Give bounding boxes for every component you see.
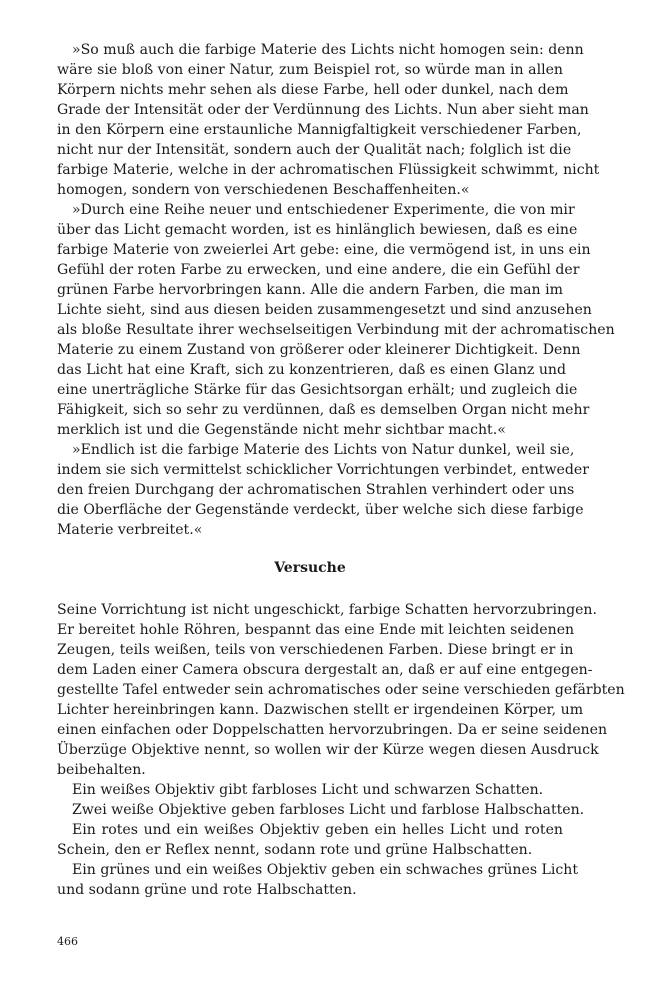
paragraph [57,860,579,900]
text-line: Ein rotes und ein weißes Objektiv geben ein helles Licht und roten [72,822,563,838]
text-line: Grade der Intensität oder der Verdünnung des Lichts. Nun aber sieht man [57,102,589,118]
page-number: 466 [57,935,78,948]
paragraph [57,780,563,800]
text-line: Überzüge Objektive nennt, so wollen wir der Kürze wegen diesen Ausdruck [57,742,599,758]
text-line: Zeugen, teils weißen, teils von verschiedenen Farben. Diese bringt er in [57,642,574,658]
text-line: Materie verbreitet.« [57,522,203,538]
text-line: über das Licht gemacht worden, ist es hinlänglich bewiesen, daß es eine [57,222,578,238]
text-line: »Endlich ist die farbige Materie des Lichts von Natur dunkel, weil sie, [72,442,575,458]
text-line: das Licht hat eine Kraft, sich zu konzentrieren, daß es einen Glanz und [57,362,566,378]
text-line: einen einfachen oder Doppelschatten hervorzubringen. Da er seine seidenen [57,722,608,738]
page-body [57,40,625,900]
text-line: Körpern nichts mehr sehen als diese Farbe, hell oder dunkel, nach dem [57,82,569,98]
text-line: Gefühl der roten Farbe zu erwecken, und eine andere, die ein Gefühl der [57,262,580,278]
text-line: gestellte Tafel entweder sein achromatisches oder seine verschieden gefärbten [57,682,625,698]
paragraph [57,820,563,860]
text-line: Ein grünes und ein weißes Objektiv geben ein schwaches grünes Licht [72,862,579,878]
text-line: farbige Materie, welche in der achromatischen Flüssigkeit schwimmt, nicht [57,162,600,178]
paragraph [57,440,589,540]
paragraph [57,600,625,780]
text-line: nicht nur der Intensität, sondern auch der Qualität nach; folglich ist die [57,142,572,158]
text-line: Ein weißes Objektiv gibt farbloses Licht und schwarzen Schatten. [72,782,544,798]
text-line: merklich ist und die Gegenstände nicht mehr sichtbar macht.« [57,422,506,438]
text-line: beibehalten. [57,762,146,778]
section-heading: Versuche [274,560,346,576]
text-line: grünen Farbe hervorbringen kann. Alle die andern Farben, die man im [57,282,563,298]
text-line: Zwei weiße Objektive geben farbloses Licht und farblose Halbschatten. [72,802,585,818]
text-line: »So muß auch die farbige Materie des Lichts nicht homogen sein: denn [72,42,584,58]
text-line: Er bereitet hohle Röhren, bespannt das eine Ende mit leichten seidenen [57,622,575,638]
text-line: den freien Durchgang der achromatischen Strahlen verhindert oder uns [57,482,575,498]
text-line: Lichte sieht, sind aus diesen beiden zusammengesetzt und sind anzusehen [57,302,592,318]
text-line: wäre sie bloß von einer Natur, zum Beispiel rot, so würde man in allen [57,62,563,78]
text-line: als bloße Resultate ihrer wechselseitigen Verbindung mit der achromatischen [57,322,615,338]
text-line: Materie zu einem Zustand von größerer oder kleinerer Dichtigkeit. Denn [57,342,581,358]
paragraph [57,200,615,440]
text-line: in den Körpern eine erstaunliche Mannigfaltigkeit verschiedener Farben, [57,122,582,138]
text-line: indem sie sich vermittelst schicklicher Vorrichtungen verbindet, entweder [57,462,589,478]
text-line: die Oberfläche der Gegenstände verdeckt, über welche sich diese farbige [57,502,584,518]
text-line: und sodann grüne und rote Halbschatten. [57,882,357,898]
text-line: Fähigkeit, sich so sehr zu verdünnen, daß es demselben Organ nicht mehr [57,402,590,418]
paragraph [57,800,585,820]
text-line: »Durch eine Reihe neuer und entschiedener Experimente, die von mir [72,202,575,218]
text-line: eine unerträgliche Stärke für das Gesichtsorgan erhält; und zugleich die [57,382,578,398]
text-line: dem Laden einer Camera obscura dergestalt an, daß er auf eine entgegen- [57,662,593,678]
text-line: Lichter hereinbringen kann. Dazwischen stellt er irgendeinen Körper, um [57,702,584,718]
text-line: homogen, sondern von verschiedenen Beschaffenheiten.« [57,182,470,198]
text-line: Seine Vorrichtung ist nicht ungeschickt, farbige Schatten hervorzubringen. [57,602,597,618]
text-line: farbige Materie von zweierlei Art gebe: eine, die vermögend ist, in uns ein [57,242,591,258]
text-line: Schein, den er Reflex nennt, sodann rote und grüne Halbschatten. [57,842,533,858]
paragraph [57,40,600,200]
